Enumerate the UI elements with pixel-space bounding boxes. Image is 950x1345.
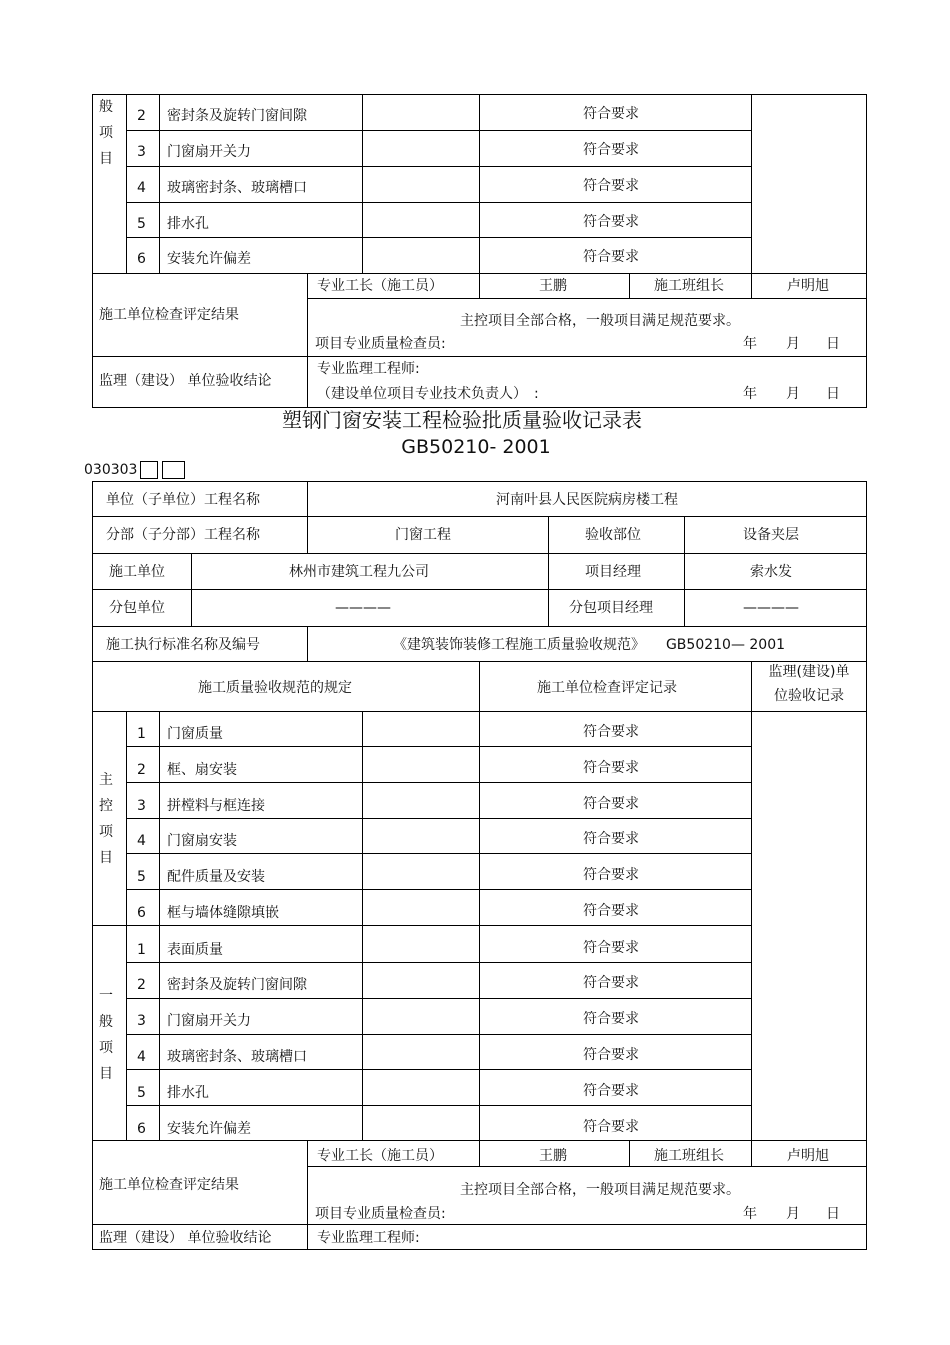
inspector-label: 项目专业质量检查员:: [315, 336, 446, 352]
divider: [479, 1140, 480, 1166]
unit-label: 单位（子单位）工程名称: [106, 492, 260, 508]
supervision-header: 监理(建设)单: [768, 664, 850, 680]
divider: [92, 553, 867, 554]
item-result: 符合要求: [583, 1119, 639, 1135]
divider: [126, 1069, 751, 1070]
divider: [126, 94, 127, 273]
divider: [307, 1166, 867, 1167]
supervision-header: 位验收记录: [774, 688, 844, 704]
item-no: 6: [137, 1121, 146, 1137]
conclusion-text: 主控项目全部合格，一般项目满足规范要求。: [460, 313, 740, 329]
foreman-name: 王鹏: [539, 1148, 567, 1164]
item-result: 符合要求: [583, 867, 639, 883]
date-year: 年: [743, 386, 757, 402]
supervision-label: 监理（建设） 单位验收结论: [99, 373, 272, 389]
item-result: 符合要求: [583, 1083, 639, 1099]
item-no: 3: [137, 144, 146, 160]
item-no: 6: [137, 251, 146, 267]
item-name: 门窗扇安装: [167, 833, 237, 849]
divider: [92, 626, 867, 627]
date-year: 年: [743, 336, 757, 352]
item-name: 配件质量及安装: [167, 869, 265, 885]
item-no: 2: [137, 108, 146, 124]
item-name: 玻璃密封条、玻璃槽口: [167, 180, 307, 196]
form-number-box[interactable]: [140, 461, 158, 479]
divider: [126, 166, 751, 167]
sub-pm-label: 分包项目经理: [569, 600, 653, 616]
item-name: 拼樘料与框连接: [167, 798, 265, 814]
date-month: 月: [786, 336, 800, 352]
conclusion-text: 主控项目全部合格，一般项目满足规范要求。: [460, 1182, 740, 1198]
item-result: 符合要求: [583, 214, 639, 230]
form-number: 030303: [84, 462, 138, 478]
divider: [191, 553, 192, 626]
item-name: 密封条及旋转门窗间隙: [167, 108, 307, 124]
item-no: 5: [137, 216, 146, 232]
item-no: 5: [137, 1085, 146, 1101]
divider: [479, 94, 480, 298]
date-day: 日: [826, 386, 840, 402]
item-no: 3: [137, 798, 146, 814]
divider: [126, 853, 751, 854]
item-name: 安装允许偏差: [167, 251, 251, 267]
main-category-label: 主控项目: [99, 772, 113, 866]
item-result: 符合要求: [583, 940, 639, 956]
divider: [307, 1140, 308, 1250]
team-leader-name: 卢明旭: [787, 1148, 829, 1164]
divider: [751, 1140, 752, 1166]
std-label: 施工执行标准名称及编号: [106, 637, 260, 653]
pm-value: 索水发: [750, 564, 792, 580]
general-category-label: 一般项目: [99, 988, 113, 1082]
item-no: 2: [137, 977, 146, 993]
divider: [92, 589, 867, 590]
contractor-label: 施工单位: [109, 564, 165, 580]
divider: [92, 356, 867, 357]
divider: [629, 1140, 630, 1166]
item-name: 门窗质量: [167, 726, 223, 742]
team-leader-label: 施工班组长: [654, 278, 724, 294]
item-result: 符合要求: [583, 178, 639, 194]
standard-code: GB50210- 2001: [401, 436, 551, 458]
subcontractor-label: 分包单位: [109, 600, 165, 616]
supervision-label: 监理（建设） 单位验收结论: [99, 1230, 272, 1246]
divider: [126, 1105, 751, 1106]
part-label: 验收部位: [585, 527, 641, 543]
divider: [126, 1034, 751, 1035]
record-header: 施工单位检查评定记录: [537, 680, 677, 696]
divider: [126, 962, 751, 963]
item-result: 符合要求: [583, 106, 639, 122]
team-leader-name: 卢明旭: [787, 278, 829, 294]
item-name: 排水孔: [167, 1085, 209, 1101]
divider: [126, 202, 751, 203]
item-name: 门窗扇开关力: [167, 1013, 251, 1029]
subcontractor-value: ————: [335, 600, 391, 616]
foreman-label: 专业工长（施工员）: [317, 1148, 443, 1164]
item-name: 表面质量: [167, 942, 223, 958]
sub-value: 门窗工程: [395, 527, 451, 543]
item-no: 4: [137, 833, 146, 849]
divider: [548, 516, 549, 626]
engineer-label: 专业监理工程师:: [317, 1230, 420, 1246]
divider: [307, 516, 308, 553]
item-result: 符合要求: [583, 760, 639, 776]
divider: [92, 516, 867, 517]
item-result: 符合要求: [583, 1047, 639, 1063]
foreman-name: 王鹏: [539, 278, 567, 294]
date-day: 日: [826, 336, 840, 352]
divider: [126, 998, 751, 999]
engineer-label: 专业监理工程师:: [317, 361, 420, 377]
divider: [159, 94, 160, 273]
spec-header: 施工质量验收规范的规定: [198, 680, 352, 696]
divider: [126, 130, 751, 131]
item-name: 门窗扇开关力: [167, 144, 251, 160]
item-name: 排水孔: [167, 216, 209, 232]
divider: [92, 1224, 867, 1225]
item-no: 4: [137, 180, 146, 196]
sub-pm-value: ————: [743, 600, 799, 616]
item-name: 玻璃密封条、玻璃槽口: [167, 1049, 307, 1065]
item-name: 框与墙体缝隙填嵌: [167, 905, 279, 921]
item-no: 6: [137, 905, 146, 921]
item-result: 符合要求: [583, 724, 639, 740]
item-name: 安装允许偏差: [167, 1121, 251, 1137]
item-result: 符合要求: [583, 249, 639, 265]
unit-value: 河南叶县人民医院病房楼工程: [496, 492, 678, 508]
date-day: 日: [826, 1206, 840, 1222]
form-number-box[interactable]: [162, 461, 185, 479]
divider: [92, 925, 751, 926]
team-leader-label: 施工班组长: [654, 1148, 724, 1164]
item-no: 1: [137, 942, 146, 958]
item-no: 4: [137, 1049, 146, 1065]
divider: [126, 818, 751, 819]
divider: [362, 94, 363, 273]
item-no: 2: [137, 762, 146, 778]
divider: [126, 889, 751, 890]
item-no: 1: [137, 726, 146, 742]
foreman-label: 专业工长（施工员）: [317, 278, 443, 294]
item-name: 密封条及旋转门窗间隙: [167, 977, 307, 993]
category-label: 般项目: [99, 99, 113, 167]
divider: [307, 481, 308, 517]
contractor-value: 林州市建筑工程九公司: [289, 564, 429, 580]
sub-label: 分部（子分部）工程名称: [106, 527, 260, 543]
item-result: 符合要求: [583, 796, 639, 812]
divider: [307, 273, 308, 408]
item-no: 5: [137, 869, 146, 885]
inspector-label: 项目专业质量检查员:: [315, 1206, 446, 1222]
divider: [684, 516, 685, 626]
divider: [307, 298, 867, 299]
item-result: 符合要求: [583, 142, 639, 158]
divider: [751, 661, 752, 1140]
date-year: 年: [743, 1206, 757, 1222]
std-value: 《建筑装饰装修工程施工质量验收规范》 GB50210— 2001: [392, 637, 786, 653]
date-month: 月: [786, 1206, 800, 1222]
pm-label: 项目经理: [585, 564, 641, 580]
owner-label: （建设单位项目专业技术负责人） :: [317, 386, 539, 402]
result-label: 施工单位检查评定结果: [99, 1177, 239, 1193]
item-result: 符合要求: [583, 1011, 639, 1027]
divider: [126, 237, 751, 238]
divider: [751, 94, 752, 298]
item-result: 符合要求: [583, 975, 639, 991]
result-label: 施工单位检查评定结果: [99, 307, 239, 323]
divider: [629, 273, 630, 298]
item-result: 符合要求: [583, 903, 639, 919]
form-title: 塑钢门窗安装工程检验批质量验收记录表: [282, 408, 642, 432]
divider: [126, 746, 751, 747]
divider: [307, 626, 308, 661]
date-month: 月: [786, 386, 800, 402]
item-result: 符合要求: [583, 831, 639, 847]
part-value: 设备夹层: [743, 527, 799, 543]
item-no: 3: [137, 1013, 146, 1029]
item-name: 框、扇安装: [167, 762, 237, 778]
divider: [126, 782, 751, 783]
